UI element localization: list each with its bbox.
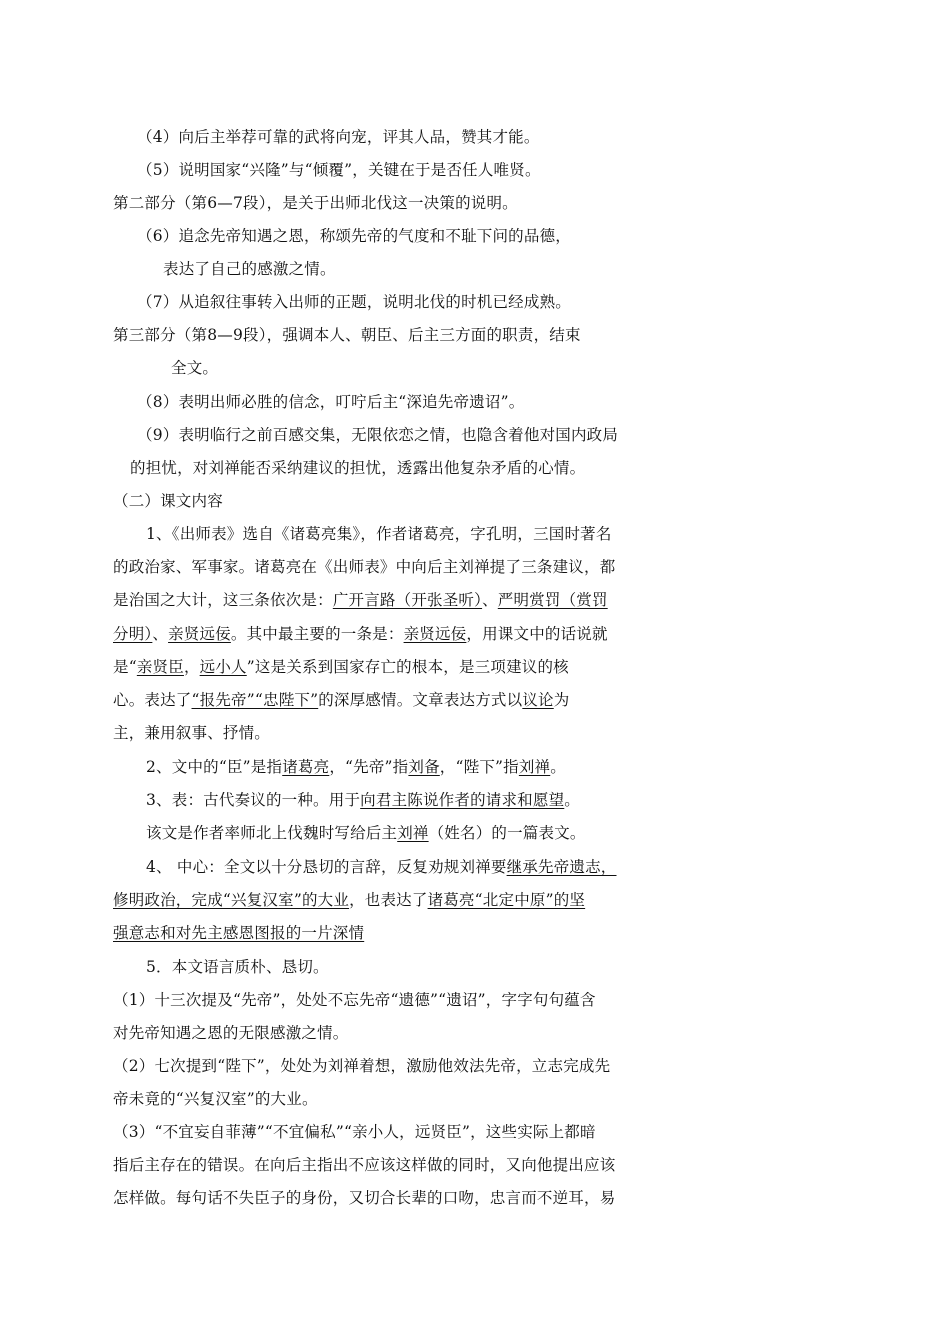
underlined-answer: 议论 <box>522 691 554 709</box>
underlined-answer: 向君主陈说作者的请求和愿望 <box>360 791 565 809</box>
text-segment: 怎样做。每句话不失臣子的身份，又切合长辈的口吻，忠言而不逆耳，易 <box>113 1189 616 1207</box>
text-segment: 的政治家、军事家。诸葛亮在《出师表》中向后主刘禅提了三条建议，都 <box>113 558 616 576</box>
text-segment: 表达了自己的感激之情。 <box>163 260 336 278</box>
underlined-answer: 远小人 <box>199 658 247 676</box>
underlined-answer: 强意志和对先主感恩图报的一片深情 <box>113 924 365 942</box>
text-line <box>113 1122 596 1142</box>
text-line <box>113 923 364 943</box>
text-segment: 指后主存在的错误。在向后主指出不应该这样做的同时，又向他提出应该 <box>113 1156 616 1174</box>
text-segment: 帝未竟的“兴复汉室”的大业。 <box>113 1090 318 1108</box>
text-segment: 。其中最主要的一条是： <box>230 625 404 643</box>
text-segment: 主，兼用叙事、抒情。 <box>113 724 271 742</box>
underlined-answer: 刘备 <box>408 758 440 776</box>
underlined-answer: 刘禅 <box>518 758 551 776</box>
text-line <box>113 990 596 1010</box>
text-line <box>113 890 585 910</box>
text-line <box>113 1056 610 1076</box>
text-line <box>113 657 569 677</box>
text-line <box>113 325 581 345</box>
text-segment: 4、 中心：全文以十分恳切的言辞，反复劝规刘禅要 <box>146 858 507 876</box>
text-segment: （姓名）的一篇表文。 <box>428 824 586 842</box>
underlined-answer: 严明赏罚（赏罚 <box>497 591 608 609</box>
text-line <box>137 127 540 147</box>
text-segment: 1、《出师表》选自《诸葛亮集》，作者诸葛亮，字孔明，三国时著名 <box>146 525 612 543</box>
text-line <box>146 790 580 810</box>
text-segment: （1）十三次提及“先帝”，处处不忘先帝“遗德”“遗诏”，字字句句蕴含 <box>113 991 596 1009</box>
text-segment: （6）追念先帝知遇之恩，称颂先帝的气度和不耻下问的品德， <box>137 227 571 245</box>
text-line <box>146 857 617 877</box>
text-line <box>137 425 618 445</box>
underlined-answer: 继承先帝遗志， <box>506 858 617 876</box>
text-segment: （9）表明临行之前百感交集，无限依恋之情，也隐含着他对国内政局 <box>137 426 619 444</box>
underlined-answer: 刘禅 <box>397 824 429 842</box>
text-segment: ，“陛下”指 <box>439 758 519 776</box>
text-segment: 第二部分（第6—7段），是关于出师北伐这一决策的说明。 <box>113 194 518 212</box>
text-line <box>113 557 615 577</box>
text-line <box>113 624 608 644</box>
text-line <box>146 823 586 843</box>
text-segment: 。 <box>550 758 566 776</box>
text-segment: 、 <box>152 625 169 643</box>
text-segment: （4）向后主举荐可靠的武将向宠，评其人品，赞其才能。 <box>137 128 540 146</box>
text-segment: （二）课文内容 <box>113 492 223 510</box>
text-segment: （5）说明国家“兴隆”与“倾覆”，关键在于是否任人唯贤。 <box>137 161 541 179</box>
text-line <box>171 358 218 378</box>
text-segment: ，“先帝”指 <box>329 758 409 776</box>
text-segment: 是“ <box>113 658 137 676</box>
text-segment: 第三部分（第8—9段），强调本人、朝臣、后主三方面的职责，结束 <box>113 326 581 344</box>
text-line <box>113 491 223 511</box>
text-segment: 3、表：古代奏议的一种。用于 <box>146 791 361 809</box>
underlined-answer: 诸葛亮 <box>282 758 330 776</box>
text-line <box>113 193 518 213</box>
text-line <box>113 690 569 710</box>
underlined-answer: “报先帝”“忠陛下” <box>191 691 319 709</box>
text-line <box>113 723 270 743</box>
text-segment: 的担忧，对刘禅能否采纳建议的担忧，透露出他复杂矛盾的心情。 <box>130 459 586 477</box>
text-segment: 对先帝知遇之恩的无限感激之情。 <box>113 1024 349 1042</box>
text-line <box>113 1089 318 1109</box>
text-line <box>137 226 571 246</box>
text-segment: ， <box>183 658 200 676</box>
text-segment: 全文。 <box>171 359 219 377</box>
underlined-answer: 修明政治，完成“兴复汉室”的大业 <box>113 891 350 909</box>
text-line <box>163 259 336 279</box>
text-segment: 5．本文语言质朴、恳切。 <box>146 958 329 976</box>
text-segment: 的深厚感情。文章表达方式以 <box>318 691 523 709</box>
text-line <box>137 160 541 180</box>
text-line <box>113 1188 615 1208</box>
text-segment: ”这是关系到国家存亡的根本，是三项建议的核 <box>246 658 569 676</box>
text-line <box>146 757 566 777</box>
text-line <box>146 957 329 977</box>
text-segment: 为 <box>553 691 570 709</box>
text-line <box>113 590 608 610</box>
text-line <box>130 458 585 478</box>
text-segment: （2）七次提到“陛下”，处处为刘禅着想，激励他效法先帝，立志完成先 <box>113 1057 611 1075</box>
text-segment: 2、文中的“臣”是指 <box>146 758 283 776</box>
text-line <box>113 1155 615 1175</box>
text-line <box>113 1023 349 1043</box>
text-segment: 、 <box>482 591 498 609</box>
underlined-answer: 广开言路（开张圣听） <box>332 591 483 609</box>
text-segment: （8）表明出师必胜的信念，叮咛后主“深追先帝遗诏”。 <box>137 393 525 411</box>
text-segment: 该文是作者率师北上伐魏时写给后主 <box>146 824 398 842</box>
text-segment: 心。表达了 <box>113 691 192 709</box>
text-line <box>146 524 612 544</box>
text-segment: 。 <box>564 791 580 809</box>
text-segment: （3）“不宜妄自菲薄”“不宜偏私”“亲小人，远贤臣”，这些实际上都暗 <box>113 1123 596 1141</box>
text-segment: ，也表达了 <box>349 891 428 909</box>
text-line <box>137 292 571 312</box>
underlined-answer: 亲贤远佞 <box>168 625 231 643</box>
text-segment: （7）从追叙往事转入出师的正题，说明北伐的时机已经成熟。 <box>137 293 571 311</box>
underlined-answer: 诸葛亮“北定中原”的坚 <box>427 891 586 909</box>
underlined-answer: 亲贤臣 <box>136 658 184 676</box>
underlined-answer: 亲贤远佞 <box>403 625 467 643</box>
text-segment: 是治国之大计，这三条依次是： <box>113 591 333 609</box>
text-segment: ，用课文中的话说就 <box>466 625 608 643</box>
underlined-answer: 分明） <box>113 625 153 643</box>
text-line <box>137 392 524 412</box>
